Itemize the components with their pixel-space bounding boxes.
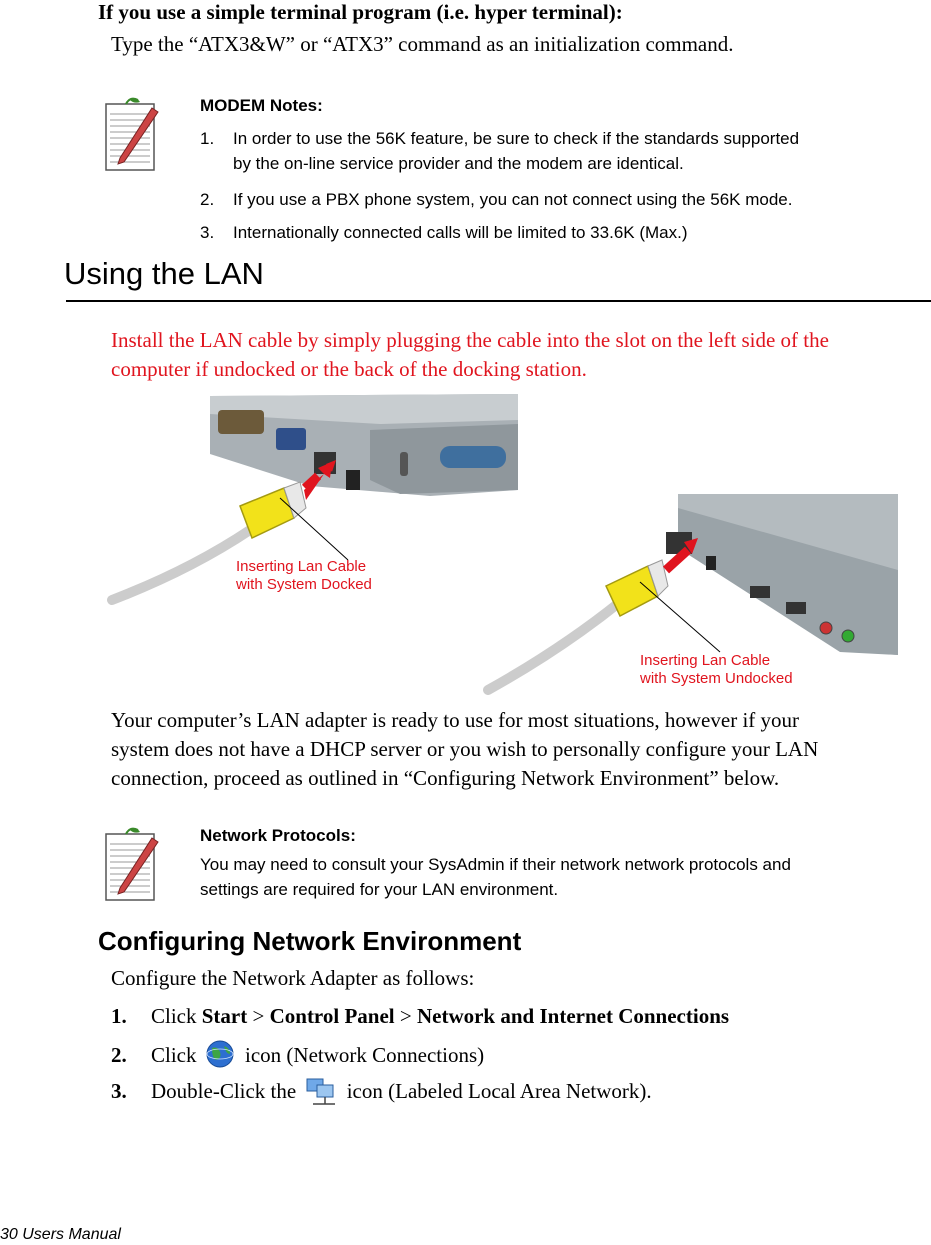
docked-laptop-image — [210, 394, 518, 496]
step-1-pre: Click — [151, 1004, 202, 1028]
config-intro: Configure the Network Adapter as follows: — [111, 966, 475, 990]
step-1-control-panel: Control Panel — [269, 1004, 395, 1028]
lan-body-line1: Your computer’s LAN adapter is ready to use for most situations, however if your — [111, 708, 800, 732]
lan-body-line2: system does not have a DHCP server or you wish to personally configure your LAN — [111, 737, 819, 761]
lan-cable-illustration — [100, 390, 900, 695]
modem-note-2 — [200, 187, 792, 212]
modem-note-3-num: 3. — [200, 223, 215, 242]
terminal-text: Type the “ATX3&W” or “ATX3” command as an initialization command. — [111, 32, 734, 56]
step-3-num: 3. — [111, 1079, 127, 1103]
terminal-heading: If you use a simple terminal program (i.e. hyper terminal): — [98, 0, 623, 24]
step-1-sep2: > — [394, 1004, 417, 1028]
modem-note-1-line1: In order to use the 56K feature, be sure to check if the standards supported — [233, 129, 800, 148]
heading-rule — [66, 300, 931, 302]
modem-note-2-line1: If you use a PBX phone system, you can not connect using the 56K mode. — [233, 190, 793, 209]
step-2-pre: Click — [151, 1043, 202, 1067]
modem-notes-title: MODEM Notes: — [200, 96, 323, 115]
step-3-post: icon (Labeled Local Area Network). — [341, 1079, 652, 1103]
step-1-start: Start — [201, 1004, 248, 1028]
notepad-pencil-icon — [100, 96, 162, 174]
modem-note-1-line2: by the on-line service provider and the modem are identical. — [233, 154, 684, 173]
callout-docked-line1: Inserting Lan Cable — [236, 558, 367, 575]
lan-intro-line1: Install the LAN cable by simply plugging the cable into the slot on the left side of the — [111, 328, 829, 352]
lan-intro — [111, 326, 829, 384]
config-step-2 — [111, 1040, 484, 1070]
config-step-3 — [111, 1076, 652, 1108]
callout-undocked-line2: with System Undocked — [640, 670, 793, 687]
network-notes-line1: You may need to consult your SysAdmin if their network network protocols and — [200, 855, 791, 874]
network-notes-title: Network Protocols: — [200, 826, 356, 845]
step-1-sep1: > — [247, 1004, 270, 1028]
lan-body-line3: connection, proceed as outlined in “Configuring Network Environment” below. — [111, 766, 780, 790]
callout-undocked — [640, 652, 793, 688]
lan-body — [111, 706, 818, 793]
modem-note-1-num: 1. — [200, 129, 215, 148]
local-area-network-icon — [303, 1076, 339, 1108]
modem-note-1 — [200, 126, 799, 176]
step-2-post: icon (Network Connections) — [239, 1043, 485, 1067]
lan-heading: Using the LAN — [64, 256, 264, 291]
modem-note-3 — [200, 220, 688, 245]
step-3-pre: Double-Click the — [151, 1079, 302, 1103]
modem-note-2-num: 2. — [200, 190, 215, 209]
network-notes-text — [200, 852, 791, 902]
callout-docked-line2: with System Docked — [236, 576, 372, 593]
config-step-1 — [111, 1004, 729, 1029]
step-2-num: 2. — [111, 1043, 127, 1067]
network-notes-line2: settings are required for your LAN environment. — [200, 880, 559, 899]
lan-intro-line2: computer if undocked or the back of the docking station. — [111, 357, 587, 381]
step-1-num: 1. — [111, 1004, 127, 1028]
page-footer: 30 Users Manual — [0, 1226, 121, 1243]
undocked-laptop-image — [666, 494, 898, 655]
callout-docked — [236, 558, 372, 594]
step-1-network-connections: Network and Internet Connections — [416, 1004, 730, 1028]
config-heading: Configuring Network Environment — [98, 926, 522, 956]
notepad-pencil-icon — [100, 826, 162, 904]
modem-note-3-line1: Internationally connected calls will be limited to 33.6K (Max.) — [233, 223, 688, 242]
callout-undocked-line1: Inserting Lan Cable — [640, 652, 771, 669]
globe-network-icon — [204, 1040, 238, 1070]
